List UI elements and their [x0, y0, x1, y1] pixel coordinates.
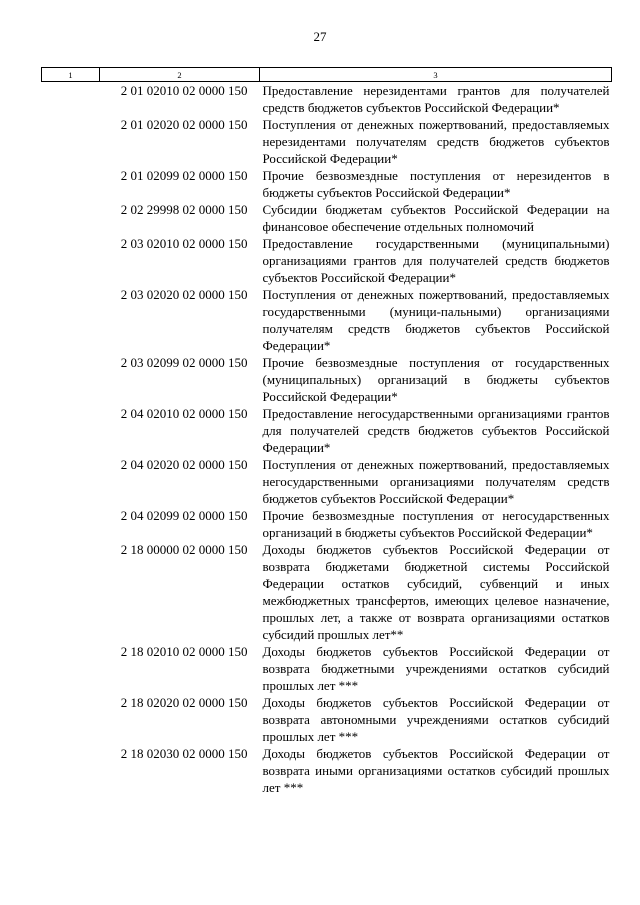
header-col-2: 2 — [100, 68, 260, 82]
description-cell: Поступления от денежных пожертвований, предоставляемых государственными (муници-пальными) организациями получателям средств бюджетов субъектов Российской Федерации* — [262, 287, 610, 353]
header-col-3: 3 — [260, 68, 612, 82]
description-cell: Доходы бюджетов субъектов Российской Федерации от возврата бюджетными учреждениями остатков субсидий прошлых лет *** — [262, 644, 610, 693]
row-col1-cell — [42, 235, 100, 286]
page-number: 27 — [313, 29, 327, 44]
row-col1-cell — [42, 354, 100, 405]
table-row — [42, 456, 612, 507]
description-cell: Доходы бюджетов субъектов Российской Федерации от возврата бюджетами бюджетной системы Российской Федерации остатков субсидий, субвенций и иных межбюджетных трансфертов, имеющих целевое назначение, прошлых лет, а также от возврата организациями остатков субсидий прошлых лет** — [262, 542, 610, 642]
budget-code-cell: 2 02 29998 02 0000 150 — [120, 202, 248, 217]
row-col1-cell — [42, 82, 100, 117]
table-row — [42, 286, 612, 354]
table-body — [42, 82, 612, 797]
description-cell: Доходы бюджетов субъектов Российской Федерации от возврата иными организациями остатков субсидий прошлых лет *** — [262, 746, 610, 795]
description-cell: Поступления от денежных пожертвований, предоставляемых негосударственными организациями получателям средств бюджетов субъектов Российской Федерации* — [262, 457, 610, 506]
row-col1-cell — [42, 116, 100, 167]
description-cell: Предоставление негосударственными организациями грантов для получателей средств бюджетов субъектов Российской Федерации* — [262, 406, 610, 455]
description-cell: Поступления от денежных пожертвований, предоставляемых нерезидентами получателям средств бюджетов субъектов Российской Федерации* — [262, 117, 610, 166]
budget-code-cell: 2 04 02010 02 0000 150 — [120, 406, 248, 421]
table-row — [42, 643, 612, 694]
budget-code-cell: 2 01 02010 02 0000 150 — [120, 83, 248, 98]
table-row — [42, 167, 612, 201]
row-col1-cell — [42, 405, 100, 456]
header-col-1: 1 — [42, 68, 100, 82]
table-row — [42, 201, 612, 235]
budget-code-cell: 2 04 02020 02 0000 150 — [120, 457, 248, 472]
budget-code-cell: 2 01 02099 02 0000 150 — [120, 168, 248, 183]
budget-code-cell: 2 18 00000 02 0000 150 — [120, 542, 248, 557]
row-col1-cell — [42, 507, 100, 541]
description-cell: Предоставление нерезидентами грантов для получателей средств бюджетов субъектов Российской Федерации* — [262, 83, 610, 115]
row-col1-cell — [42, 286, 100, 354]
revenue-codes-table — [41, 67, 612, 796]
description-cell: Доходы бюджетов субъектов Российской Федерации от возврата автономными учреждениями остатков субсидий прошлых лет *** — [262, 695, 610, 744]
description-cell: Субсидии бюджетам субъектов Российской Федерации на финансовое обеспечение отдельных полномочий — [262, 202, 610, 234]
budget-code-cell: 2 18 02010 02 0000 150 — [120, 644, 248, 659]
description-cell: Прочие безвозмездные поступления от государственных (муниципальных) организаций в бюджеты субъектов Российской Федерации* — [262, 355, 610, 404]
row-col1-cell — [42, 456, 100, 507]
row-col1-cell — [42, 167, 100, 201]
table-row — [42, 116, 612, 167]
table-row — [42, 235, 612, 286]
description-cell: Прочие безвозмездные поступления от негосударственных организаций в бюджеты субъектов Российской Федерации* — [262, 508, 610, 540]
budget-code-cell: 2 03 02099 02 0000 150 — [120, 355, 248, 370]
row-col1-cell — [42, 745, 100, 796]
row-col1-cell — [42, 541, 100, 643]
table-row — [42, 694, 612, 745]
header-row — [42, 68, 612, 82]
description-cell: Прочие безвозмездные поступления от нерезидентов в бюджеты субъектов Российской Федерации* — [262, 168, 610, 200]
table-row — [42, 354, 612, 405]
budget-code-cell: 2 18 02030 02 0000 150 — [120, 746, 248, 761]
table-row — [42, 541, 612, 643]
budget-code-cell: 2 18 02020 02 0000 150 — [120, 695, 248, 710]
description-cell: Предоставление государственными (муниципальными) организациями грантов для получателей средств бюджетов субъектов Российской Федерации* — [262, 236, 610, 285]
row-col1-cell — [42, 201, 100, 235]
table-row — [42, 507, 612, 541]
table-row — [42, 745, 612, 796]
table-row — [42, 82, 612, 117]
table-row — [42, 405, 612, 456]
budget-code-cell: 2 04 02099 02 0000 150 — [120, 508, 248, 523]
budget-code-cell: 2 03 02020 02 0000 150 — [120, 287, 248, 302]
table-header — [42, 68, 612, 82]
budget-code-cell: 2 03 02010 02 0000 150 — [120, 236, 248, 251]
budget-code-cell: 2 01 02020 02 0000 150 — [120, 117, 248, 132]
row-col1-cell — [42, 643, 100, 694]
row-col1-cell — [42, 694, 100, 745]
